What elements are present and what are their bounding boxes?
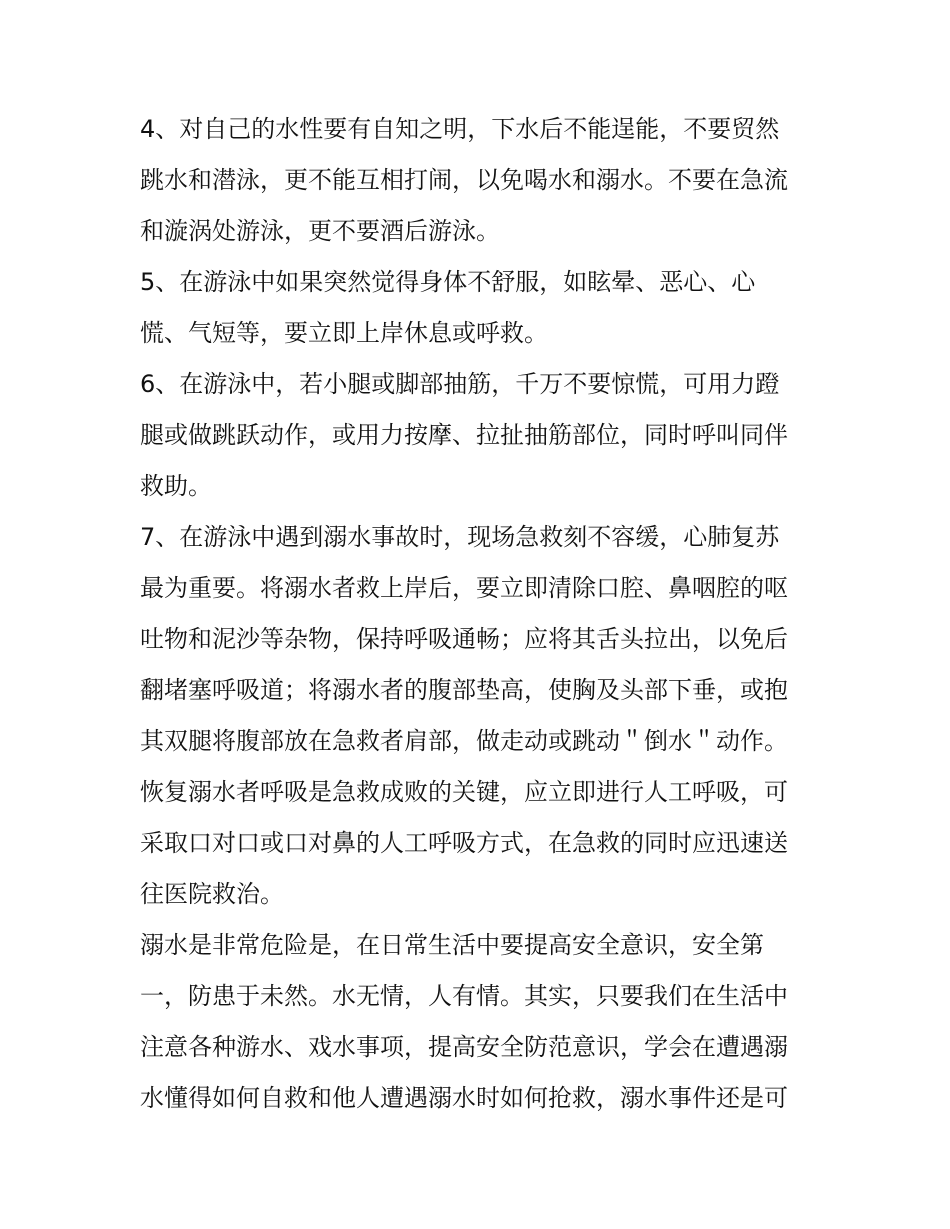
- text-line: 恢复溺水者呼吸是急救成败的关键，应立即进行人工呼吸，可: [140, 778, 788, 806]
- text-line: 跳水和潜泳，更不能互相打闹，以免喝水和溺水。不要在急流: [140, 166, 788, 194]
- text-line: 4、对自己的水性要有自知之明，下水后不能逞能，不要贸然: [140, 115, 780, 143]
- text-line: 注意各种游水、戏水事项，提高安全防范意识，学会在遭遇溺: [140, 1033, 788, 1061]
- text-line: 7、在游泳中遇到溺水事故时，现场急救刻不容缓，心肺复苏: [140, 523, 780, 551]
- text-line: 救助。: [140, 472, 212, 500]
- text-line: 和漩涡处游泳，更不要酒后游泳。: [140, 217, 500, 245]
- text-line: 最为重要。将溺水者救上岸后，要立即清除口腔、鼻咽腔的呕: [140, 574, 788, 602]
- text-line: 5、在游泳中如果突然觉得身体不舒服，如眩晕、恶心、心: [140, 268, 756, 296]
- document-body: [140, 104, 820, 1124]
- text-line: 其双腿将腹部放在急救者肩部，做走动或跳动＂倒水＂动作。: [140, 727, 788, 755]
- text-line: 腿或做跳跃动作，或用力按摩、拉扯抽筋部位，同时呼叫同伴: [140, 421, 788, 449]
- text-line: 往医院救治。: [140, 880, 284, 908]
- text-line: 采取口对口或口对鼻的人工呼吸方式，在急救的同时应迅速送: [140, 829, 788, 857]
- text-line: 溺水是非常危险是，在日常生活中要提高安全意识，安全第: [140, 931, 764, 959]
- text-line: 吐物和泥沙等杂物，保持呼吸通畅；应将其舌头拉出，以免后: [140, 625, 788, 653]
- text-line: 6、在游泳中，若小腿或脚部抽筋，千万不要惊慌，可用力蹬: [140, 370, 780, 398]
- text-line: 慌、气短等，要立即上岸休息或呼救。: [140, 319, 548, 347]
- text-line: 翻堵塞呼吸道；将溺水者的腹部垫高，使胸及头部下垂，或抱: [140, 676, 788, 704]
- text-line: 水懂得如何自救和他人遭遇溺水时如何抢救，溺水事件还是可: [140, 1084, 788, 1112]
- text-line: 一，防患于未然。水无情，人有情。其实，只要我们在生活中: [140, 982, 788, 1010]
